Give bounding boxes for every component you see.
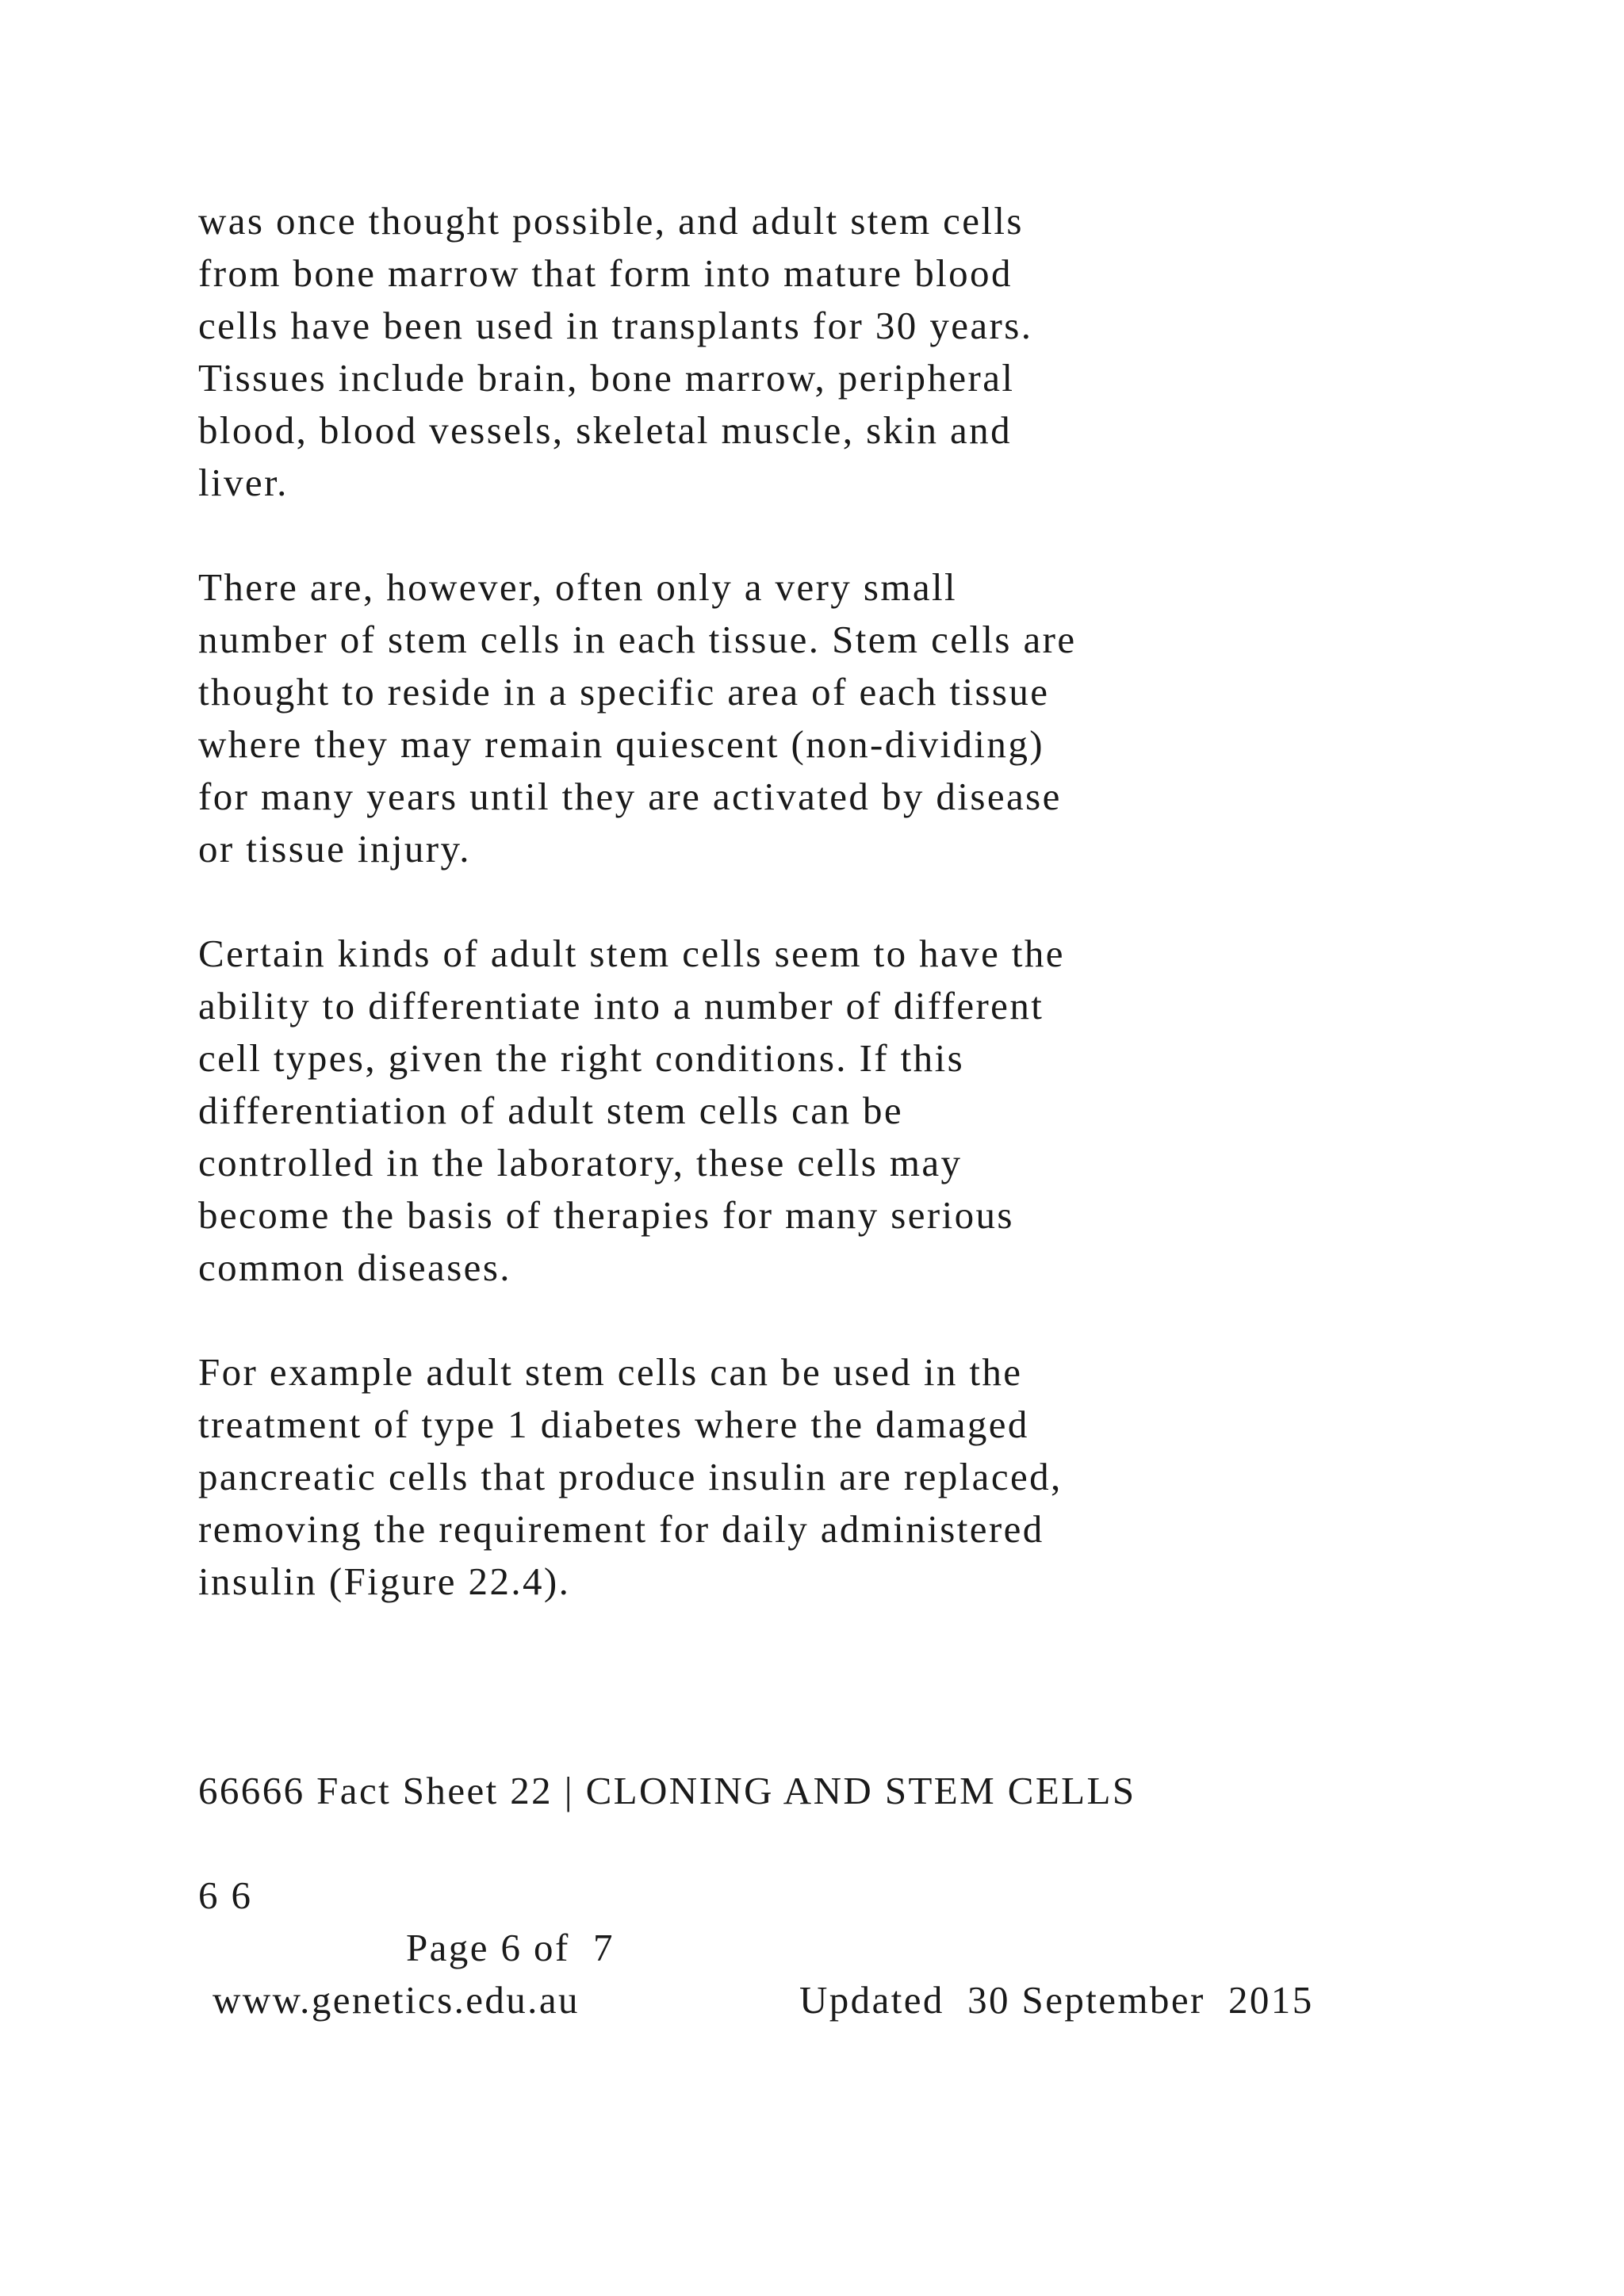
footer-updated-date: Updated 30 September 2015 [799,1978,1314,2022]
text-line: or tissue injury. [198,827,471,871]
text-line: was once thought possible, and adult stem cells [198,199,1024,243]
paragraph-stem-cell-quiescence [198,561,1388,875]
paragraph-diabetes-example [198,1346,1388,1608]
text-line: from bone marrow that form into mature blood [198,251,1013,295]
text-line: where they may remain quiescent (non-dividing) [198,722,1044,766]
text-line: cell types, given the right conditions. If this [198,1036,965,1080]
text-line: thought to reside in a specific area of each tissue [198,670,1050,714]
paragraph-adult-stem-cell-tissues [198,195,1388,509]
text-line: cells have been used in transplants for 30 years. [198,304,1033,347]
text-line: Certain kinds of adult stem cells seem to have the [198,932,1065,975]
text-line: differentiation of adult stem cells can be [198,1089,904,1132]
footer-url: www.genetics.edu.au [213,1978,580,2022]
text-line: treatment of type 1 diabetes where the damaged [198,1402,1029,1446]
footer-page-number: 6 6 [198,1873,253,1917]
text-line: ability to differentiate into a number of different [198,984,1044,1027]
text-line: become the basis of therapies for many serious [198,1193,1014,1237]
text-line: insulin (Figure 22.4). [198,1559,571,1603]
text-line: number of stem cells in each tissue. Stem cells are [198,618,1077,661]
text-line: For example adult stem cells can be used in the [198,1350,1023,1394]
footer-title: 66666 Fact Sheet 22 | CLONING AND STEM CELLS [198,1769,1136,1812]
text-line: blood, blood vessels, skeletal muscle, skin and [198,408,1012,452]
text-line: pancreatic cells that produce insulin are replaced, [198,1455,1063,1498]
text-line: Tissues include brain, bone marrow, peripheral [198,356,1015,400]
body-text [198,195,1388,1660]
text-line: removing the requirement for daily administered [198,1507,1044,1551]
text-line: There are, however, often only a very small [198,565,958,609]
paragraph-differentiation [198,928,1388,1294]
text-line: liver. [198,461,289,504]
text-line: common diseases. [198,1246,511,1289]
text-line: for many years until they are activated by disease [198,775,1062,818]
footer-page-of: Page 6 of 7 [406,1926,615,1969]
text-line: controlled in the laboratory, these cells may [198,1141,963,1184]
